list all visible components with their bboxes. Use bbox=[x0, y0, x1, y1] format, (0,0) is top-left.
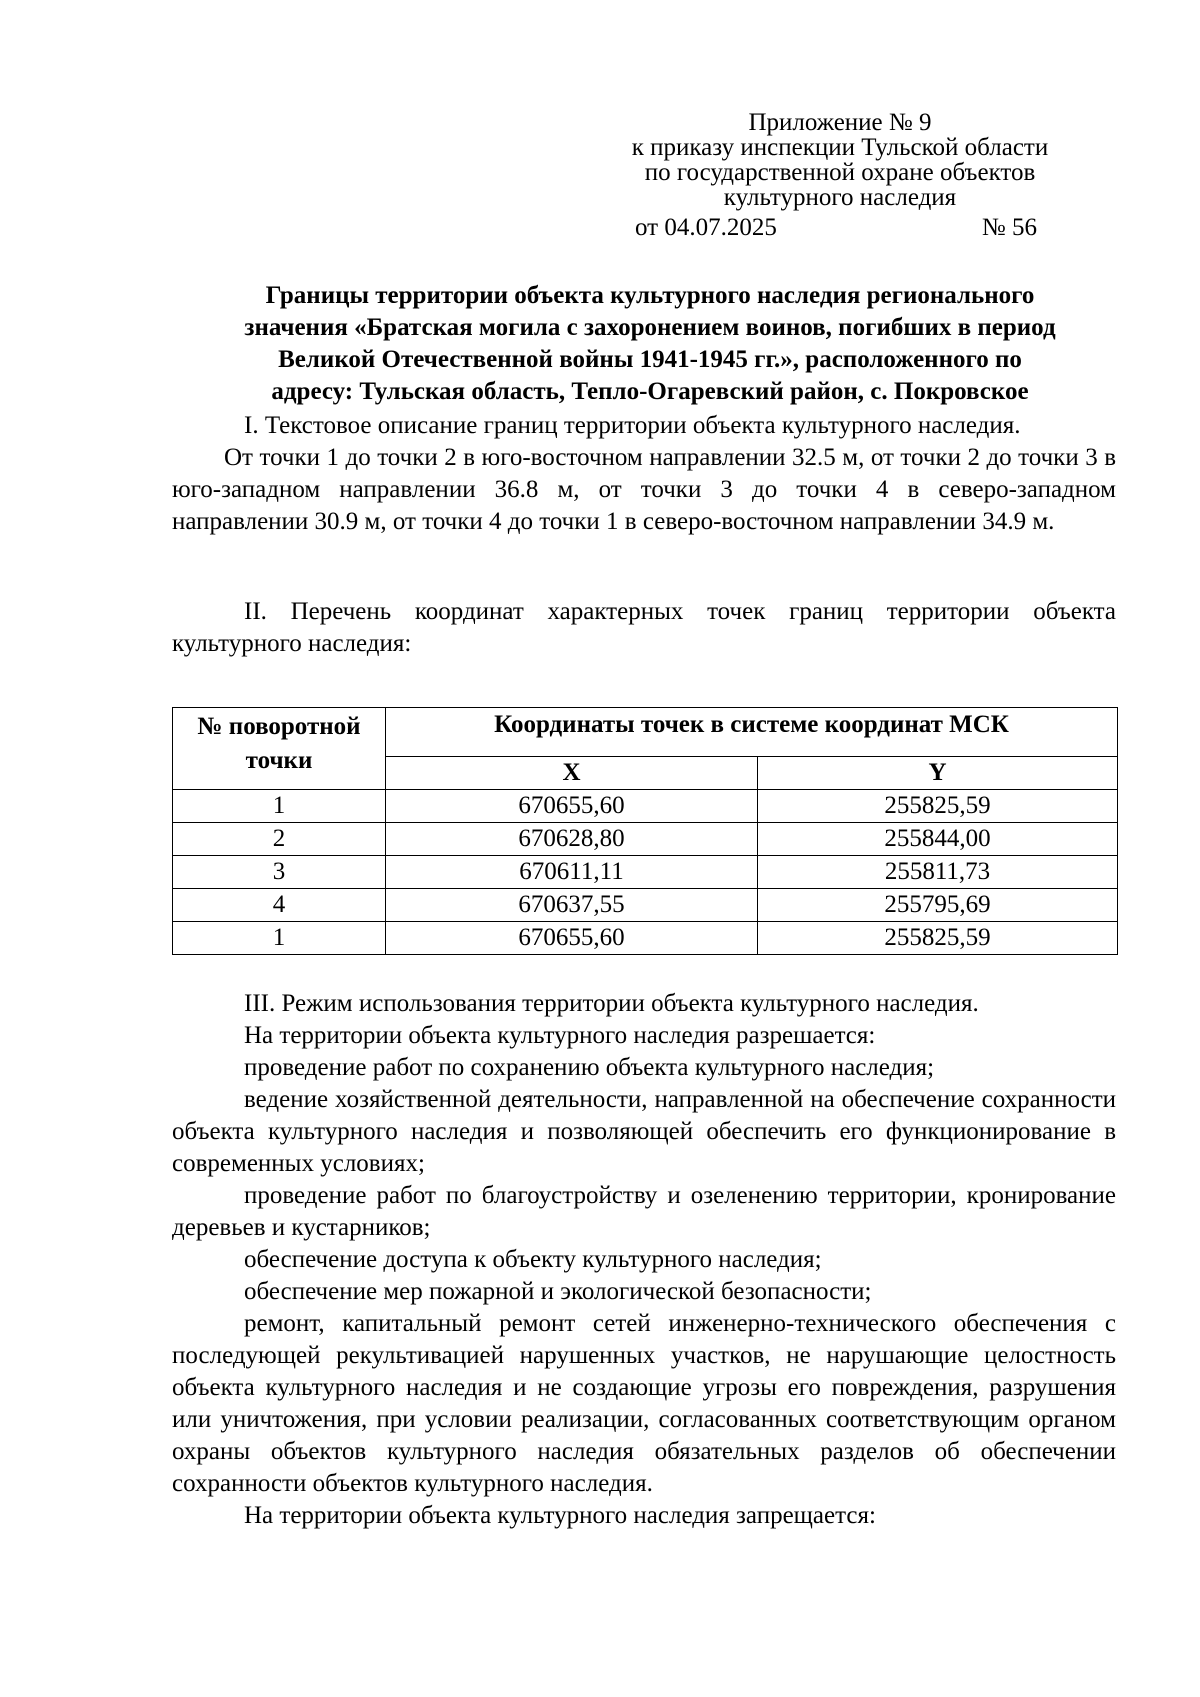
table-row bbox=[173, 856, 1118, 889]
x-cell: 670655,60 bbox=[386, 922, 758, 955]
table-row bbox=[173, 889, 1118, 922]
section-3-paragraph: На территории объекта культурного наследия запрещается: bbox=[244, 1502, 876, 1529]
table-row bbox=[173, 823, 1118, 856]
order-date: от 04.07.2025 bbox=[635, 214, 777, 241]
point-cell: 1 bbox=[173, 922, 386, 955]
coordinates-table bbox=[172, 707, 1118, 955]
title-line: Великой Отечественной войны 1941-1945 гг.», расположенного по bbox=[278, 346, 1022, 373]
y-cell: 255825,59 bbox=[758, 790, 1118, 823]
section-3-paragraph: ремонт, капитальный ремонт сетей инженерно-технического обеспечения с последующей рекультивацией нарушенных участков, не нарушающие целостность объекта культурного наследия и не создающие угрозы его повреждения, разрушения или уничтожения, при условии реализации, согласованных соответствующим органом охраны объектов культурного наследия обязательных разделов об обеспечении сохранности объектов культурного наследия. bbox=[172, 1310, 1116, 1497]
col-coords-header: Координаты точек в системе координат МСК bbox=[386, 708, 1118, 757]
title-line: значения «Братская могила с захоронением воинов, погибших в период bbox=[244, 314, 1056, 341]
title-line: адресу: Тульская область, Тепло-Огаревский район, с. Покровское bbox=[271, 378, 1029, 405]
section-3 bbox=[172, 988, 1116, 1532]
col-y-header: Y bbox=[758, 757, 1118, 790]
x-cell: 670611,11 bbox=[386, 856, 758, 889]
section-3-paragraph: На территории объекта культурного наследия разрешается: bbox=[244, 1022, 876, 1049]
appendix-line: по государственной охране объектов bbox=[644, 159, 1036, 186]
order-date-line bbox=[635, 212, 1065, 242]
y-cell: 255844,00 bbox=[758, 823, 1118, 856]
section-3-paragraph: обеспечение доступа к объекту культурного наследия; bbox=[244, 1246, 822, 1273]
x-cell: 670628,80 bbox=[386, 823, 758, 856]
section-1 bbox=[172, 410, 1116, 538]
appendix-line: культурного наследия bbox=[723, 184, 957, 211]
section-3-paragraph: проведение работ по сохранению объекта культурного наследия; bbox=[244, 1054, 935, 1081]
appendix-line: к приказу инспекции Тульской области bbox=[631, 134, 1049, 161]
order-number: № 56 bbox=[981, 214, 1037, 241]
appendix-line: Приложение № 9 bbox=[748, 109, 932, 136]
point-cell: 1 bbox=[173, 790, 386, 823]
section-2-heading-block bbox=[172, 596, 1116, 660]
col-point-header: № поворотной точки bbox=[173, 708, 386, 790]
section-1-heading: I. Текстовое описание границ территории объекта культурного наследия. bbox=[244, 412, 1021, 439]
x-cell: 670655,60 bbox=[386, 790, 758, 823]
section-2-heading: II. Перечень координат характерных точек границ территории объекта культурного наследия: bbox=[172, 598, 1116, 657]
section-1-text: От точки 1 до точки 2 в юго-восточном направлении 32.5 м, от точки 2 до точки 3 в юго-западном направлении 36.8 м, от точки 3 до точки 4 в северо-западном направлении 30.9 м, от точки 4 до точки 1 в северо-восточном направлении 34.9 м. bbox=[172, 444, 1116, 535]
point-cell: 2 bbox=[173, 823, 386, 856]
document-title bbox=[170, 280, 1130, 408]
y-cell: 255825,59 bbox=[758, 922, 1118, 955]
table-row bbox=[173, 790, 1118, 823]
point-cell: 4 bbox=[173, 889, 386, 922]
y-cell: 255811,73 bbox=[758, 856, 1118, 889]
x-cell: 670637,55 bbox=[386, 889, 758, 922]
point-cell: 3 bbox=[173, 856, 386, 889]
section-3-paragraph: проведение работ по благоустройству и озеленению территории, кронирование деревьев и кустарников; bbox=[172, 1182, 1116, 1241]
appendix-header bbox=[580, 110, 1100, 210]
section-3-paragraph: обеспечение мер пожарной и экологической безопасности; bbox=[244, 1278, 872, 1305]
section-3-paragraph: ведение хозяйственной деятельности, направленной на обеспечение сохранности объекта культурного наследия и позволяющей обеспечить его функционирование в современных условиях; bbox=[172, 1086, 1116, 1177]
y-cell: 255795,69 bbox=[758, 889, 1118, 922]
col-x-header: X bbox=[386, 757, 758, 790]
table-row bbox=[173, 922, 1118, 955]
title-line: Границы территории объекта культурного наследия регионального bbox=[265, 282, 1035, 309]
section-3-heading: III. Режим использования территории объекта культурного наследия. bbox=[244, 990, 979, 1017]
